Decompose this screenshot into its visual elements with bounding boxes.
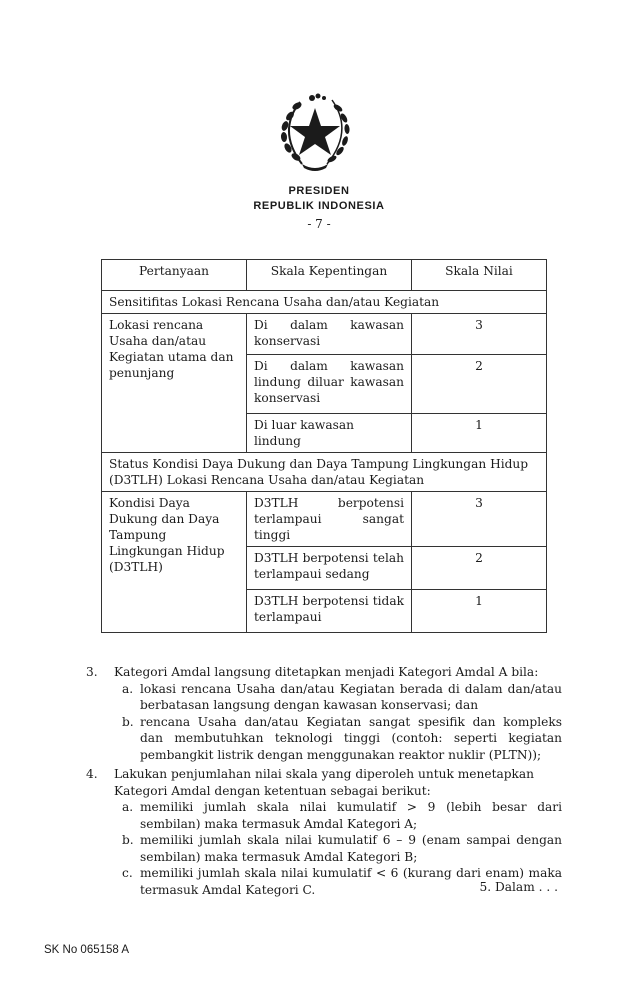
table-header-cell: Skala Nilai	[412, 260, 547, 291]
sub-text: memiliki jumlah skala nilai kumulatif < 6 (kurang dari enam) maka termasuk Amdal Kategori C.	[140, 866, 562, 897]
sub-letter: b.	[122, 833, 134, 847]
table-section-row	[102, 453, 547, 492]
sub-text: rencana Usaha dan/atau Kegiatan sangat spesifik dan kompleks dan membutuhkan teknologi tinggi (contoh: seperti kegiatan pembangkit listrik dengan menggunakan reaktor nuklir (PLTN));	[140, 714, 562, 762]
header-title-presiden: PRESIDEN	[288, 185, 350, 197]
sub-text: memiliki jumlah skala nilai kumulatif 6 – 9 (enam sampai dengan sembilan) maka termasuk Amdal Kategori B;	[140, 833, 562, 864]
table-row	[102, 314, 547, 355]
question-cell: Lokasi rencana Usaha dan/atau Kegiatan utama dan penunjang	[102, 314, 247, 453]
list-item-3	[86, 664, 562, 763]
header-title-republik: REPUBLIK INDONESIA	[253, 200, 385, 212]
scale-cell: Di dalam kawasan lindung diluar kawasan konservasi	[247, 355, 412, 414]
next-page-marker: 5. Dalam . . .	[479, 880, 558, 894]
value-cell: 1	[412, 590, 547, 633]
sub-letter: a.	[122, 800, 134, 814]
list-text: Kategori Amdal langsung ditetapkan menjadi Kategori Amdal A bila:	[114, 665, 539, 679]
list-number: 3.	[86, 665, 98, 679]
scale-cell: D3TLH berpotensi terlampaui sangat tinggi	[247, 492, 412, 547]
sub-item	[114, 832, 562, 865]
question-cell: Kondisi Daya Dukung dan Daya Tampung Lingkungan Hidup (D3TLH)	[102, 492, 247, 633]
sub-text: lokasi rencana Usaha dan/atau Kegiatan berada di dalam dan/atau berbatasan langsung dengan kawasan konservasi; dan	[140, 681, 562, 712]
value-cell: 2	[412, 547, 547, 590]
list-number: 4.	[86, 767, 98, 781]
table-row	[102, 492, 547, 547]
garuda-emblem-icon	[272, 86, 358, 172]
sub-letter: b.	[122, 714, 134, 729]
page-number: - 7 -	[307, 217, 331, 231]
sub-text: memiliki jumlah skala nilai kumulatif > 9 (lebih besar dari sembilan) maka termasuk Amdal Kategori A;	[140, 800, 562, 831]
value-cell: 3	[412, 314, 547, 355]
section-title: Status Kondisi Daya Dukung dan Daya Tampung Lingkungan Hidup (D3TLH) Lokasi Rencana Usaha dan/atau Kegiatan	[102, 453, 547, 492]
scale-cell: D3TLH berpotensi telah terlampaui sedang	[247, 547, 412, 590]
table-section-row	[102, 291, 547, 314]
list-text: Lakukan penjumlahan nilai skala yang diperoleh untuk menetapkan Kategori Amdal dengan ketentuan sebagai berikut:	[114, 767, 535, 798]
footer-doc-number: SK No 065158 A	[44, 944, 130, 956]
value-cell: 3	[412, 492, 547, 547]
scale-cell: Di dalam kawasan konservasi	[247, 314, 412, 355]
section-title: Sensitifitas Lokasi Rencana Usaha dan/atau Kegiatan	[102, 291, 547, 314]
table-header-cell: Pertanyaan	[102, 260, 247, 291]
table-header-row	[102, 260, 547, 291]
assessment-table	[101, 259, 547, 633]
sub-item	[114, 681, 562, 714]
sub-letter: a.	[122, 681, 134, 696]
value-cell: 1	[412, 414, 547, 453]
scale-cell: D3TLH berpotensi tidak terlampaui	[247, 590, 412, 633]
sub-letter: c.	[122, 866, 133, 880]
list-item-4	[86, 766, 562, 898]
sub-item	[114, 799, 562, 832]
table-header-cell: Skala Kepentingan	[247, 260, 412, 291]
value-cell: 2	[412, 355, 547, 414]
scale-cell: Di luar kawasan lindung	[247, 414, 412, 453]
sub-item	[114, 714, 562, 764]
